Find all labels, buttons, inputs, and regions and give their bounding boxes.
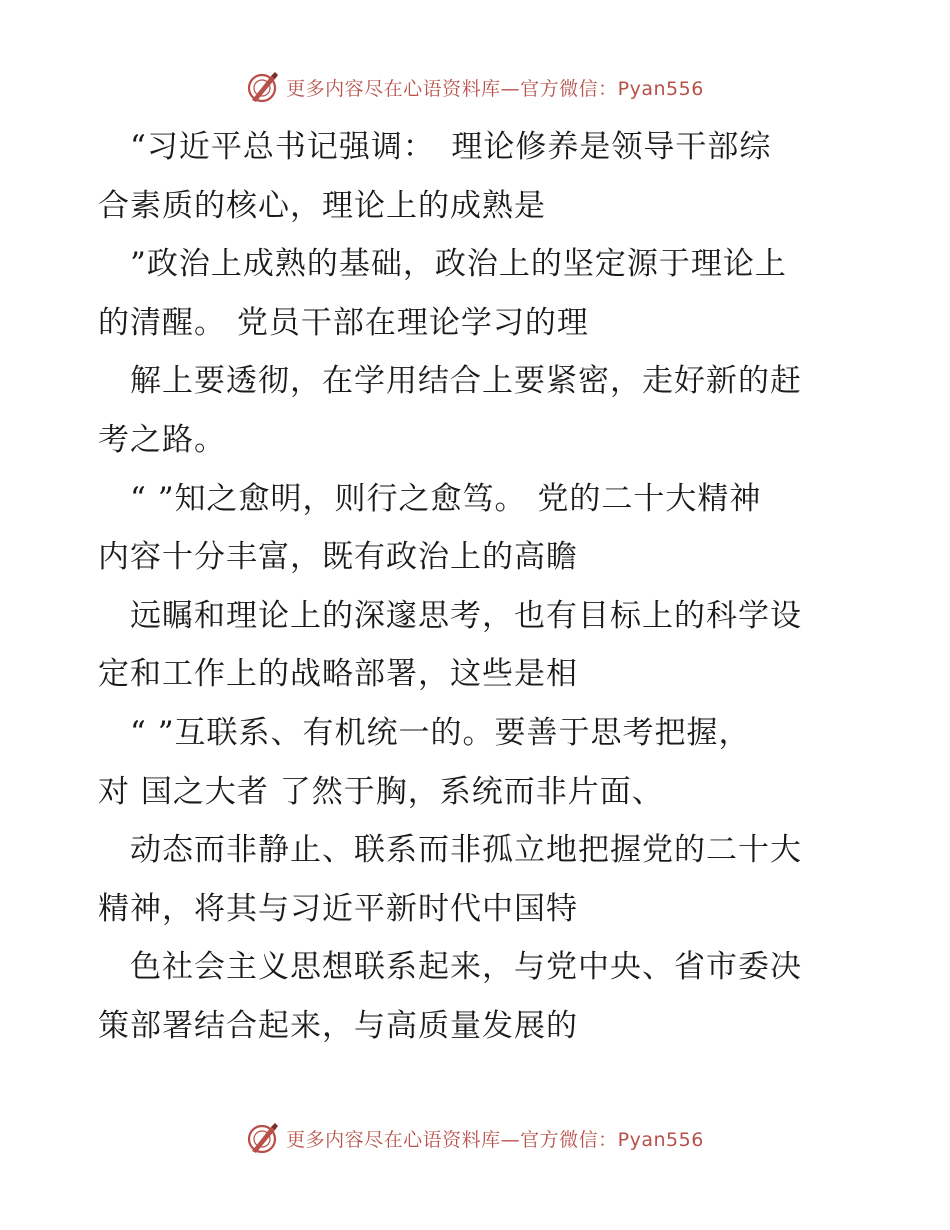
- footer-banner-text: 更多内容尽在心语资料库—官方微信：Pyan556: [286, 1128, 704, 1151]
- text-line: 色社会主义思想联系起来，与党中央、省市委决: [98, 949, 802, 986]
- text-line: 精神，将其与习近平新时代中国特: [98, 890, 578, 927]
- text-line: 合素质的核心，理论上的成熟是: [98, 187, 546, 224]
- text-line: 对 国之大者 了然于胸，系统而非片面、: [98, 773, 664, 810]
- text-line: 定和工作上的战略部署，这些是相: [98, 656, 578, 693]
- footer-banner: [0, 1121, 950, 1155]
- text-line: 策部署结合起来，与高质量发展的: [98, 1007, 578, 1044]
- text-line: 解上要透彻，在学用结合上要紧密，走好新的赶: [98, 363, 802, 400]
- text-line: 内容十分丰富，既有政治上的高瞻: [98, 539, 578, 576]
- pen-logo-icon: [246, 1121, 280, 1155]
- pen-logo-icon: [246, 70, 280, 104]
- text-line: “ ”互联系、有机统一的。要善于思考把握，: [98, 714, 751, 751]
- text-line: ”政治上成熟的基础，政治上的坚定源于理论上: [98, 246, 787, 283]
- document-body: [98, 118, 858, 1056]
- text-line: 动态而非静止、联系而非孤立地把握党的二十大: [98, 832, 802, 869]
- header-banner: [0, 70, 950, 104]
- text-line: 远瞩和理论上的深邃思考，也有目标上的科学设: [98, 597, 802, 634]
- text-line: 的清醒。 党员干部在理论学习的理: [98, 304, 589, 341]
- text-line: 考之路。: [98, 421, 226, 458]
- text-line: “习近平总书记强调： 理论修养是领导干部综: [98, 129, 772, 165]
- header-banner-text: 更多内容尽在心语资料库—官方微信：Pyan556: [286, 77, 704, 100]
- text-line: “ ”知之愈明，则行之愈笃。 党的二十大精神: [98, 480, 762, 517]
